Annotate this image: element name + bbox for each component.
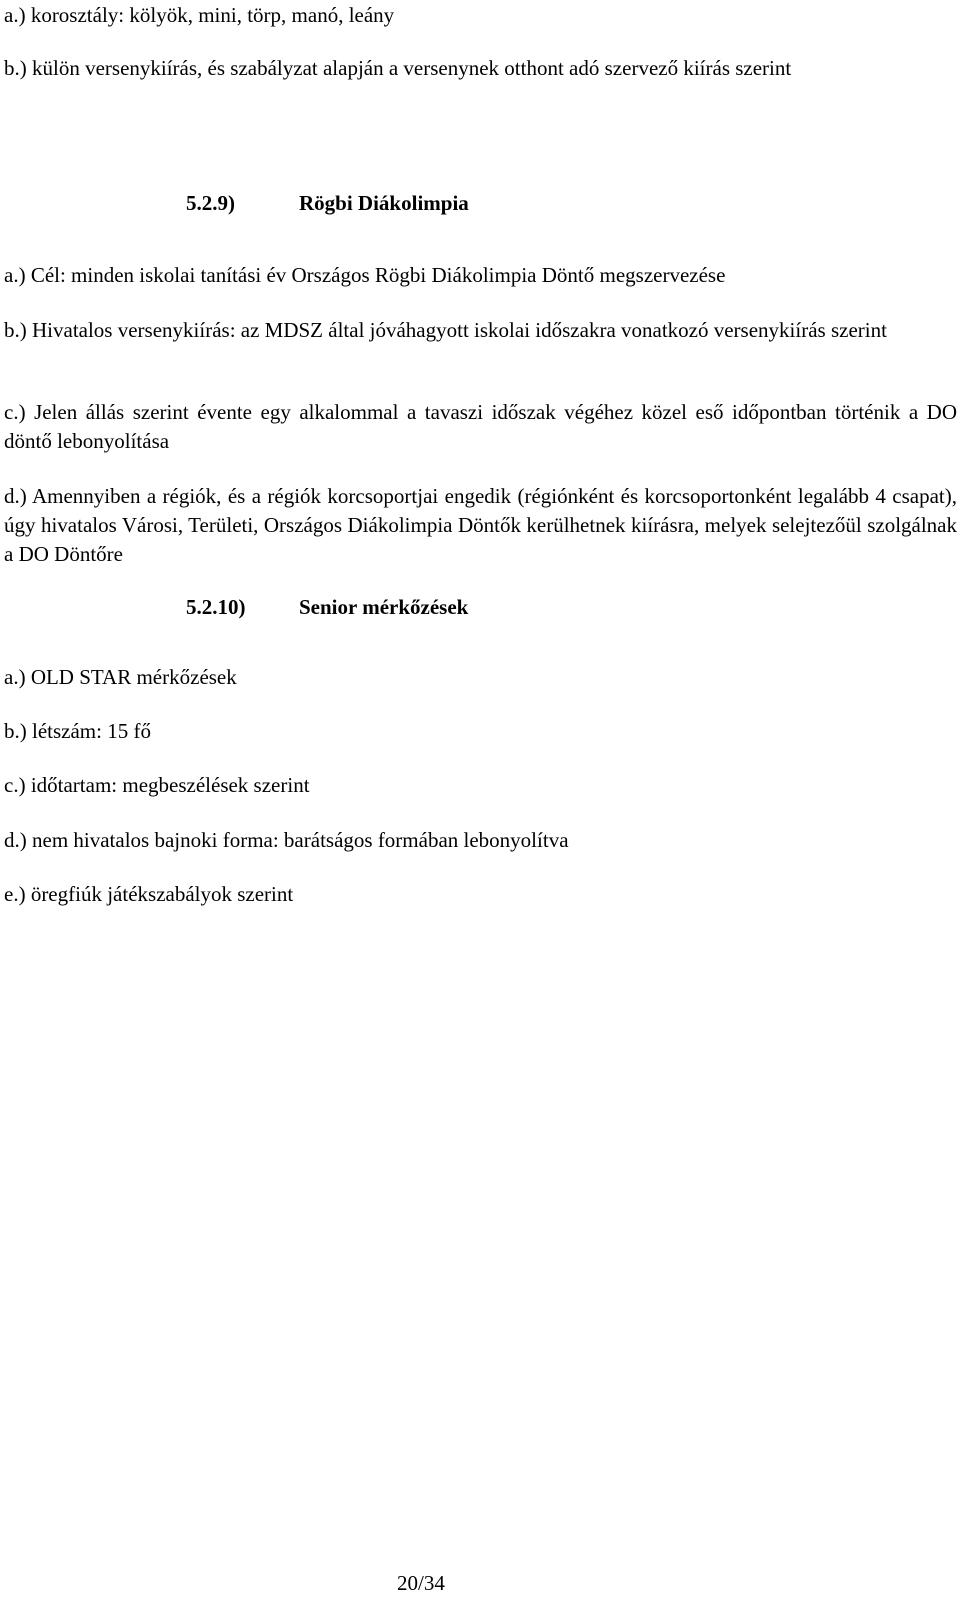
senior-item-e: e.) öregfiúk játékszabályok szerint [4, 882, 294, 906]
senior-item-d: d.) nem hivatalos bajnoki forma: barátságos formában lebonyolítva [4, 828, 569, 852]
rugby-section-number: 5.2.9) [186, 191, 235, 215]
rugby-item-a: a.) Cél: minden iskolai tanítási év Országos Rögbi Diákolimpia Döntő megszervezése [4, 263, 726, 287]
rugby-item-c: c.) Jelen állás szerint évente egy alkalommal a tavaszi időszak végéhez közel eső időpontban történik a DO döntő lebonyolítása [4, 400, 957, 453]
rugby-section-title: Rögbi Diákolimpia [299, 191, 469, 215]
page-number: 20/34 [397, 1571, 445, 1595]
intro-item-a: a.) korosztály: kölyök, mini, törp, manó, leány [4, 3, 395, 27]
senior-item-a: a.) OLD STAR mérkőzések [4, 665, 237, 689]
intro-item-b: b.) külön versenykiírás, és szabályzat alapján a versenynek otthont adó szervező kiírás szerint [4, 56, 792, 80]
rugby-section-heading [186, 193, 469, 214]
rugby-item-b: b.) Hivatalos versenykiírás: az MDSZ által jóváhagyott iskolai időszakra vonatkozó versenykiírás szerint [4, 318, 887, 342]
senior-item-c: c.) időtartam: megbeszélések szerint [4, 773, 310, 797]
senior-section-title: Senior mérkőzések [299, 595, 469, 619]
rugby-item-d: d.) Amennyiben a régiók, és a régiók korcsoportjai engedik (régiónként és korcsoportonként legalább 4 csapat), úgy hivatalos Városi, Területi, Országos Diákolimpia Döntők kerülhetnek kiírásra, melyek selejtezőül szolgálnak a DO Döntőre [4, 484, 957, 566]
senior-section-heading [186, 597, 468, 618]
senior-section-number: 5.2.10) [186, 595, 246, 619]
senior-item-b: b.) létszám: 15 fő [4, 719, 151, 743]
